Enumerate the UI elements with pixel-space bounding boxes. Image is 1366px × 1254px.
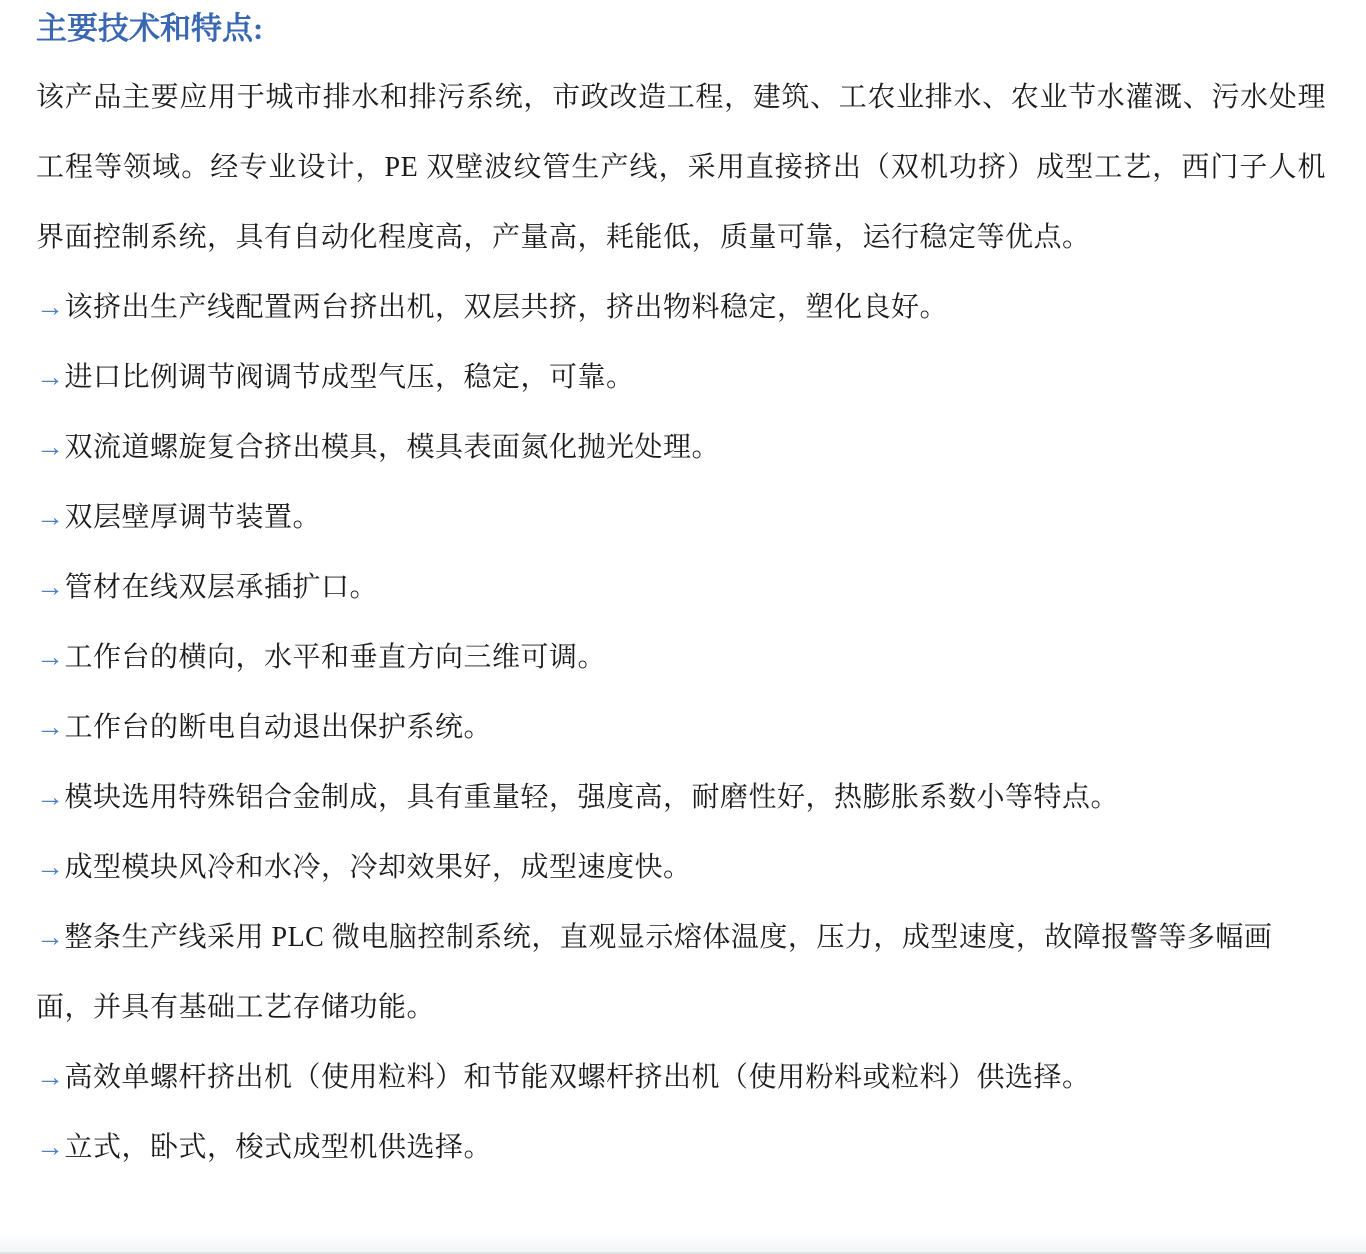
arrow-bullet-icon: → bbox=[36, 711, 65, 743]
feature-text: 工作台的横向，水平和垂直方向三维可调。 bbox=[64, 641, 607, 673]
arrow-bullet-icon: → bbox=[36, 1061, 65, 1093]
feature-item bbox=[36, 1043, 1326, 1113]
page-bottom-edge bbox=[0, 1234, 1366, 1254]
arrow-bullet-icon: → bbox=[36, 361, 65, 393]
arrow-bullet-icon: → bbox=[36, 921, 65, 953]
arrow-bullet-icon: → bbox=[36, 641, 65, 673]
feature-text: 高效单螺杆挤出机（使用粒料）和节能双螺杆挤出机（使用粉料或粒料）供选择。 bbox=[64, 1061, 1091, 1093]
feature-item bbox=[36, 483, 1326, 553]
feature-item bbox=[36, 693, 1326, 763]
feature-item bbox=[36, 273, 1326, 343]
arrow-bullet-icon: → bbox=[36, 431, 65, 463]
feature-item bbox=[36, 553, 1326, 623]
arrow-bullet-icon: → bbox=[36, 291, 65, 323]
feature-text: 立式，卧式，梭式成型机供选择。 bbox=[64, 1131, 493, 1163]
feature-text: 整条生产线采用 PLC 微电脑控制系统，直观显示熔体温度，压力，成型速度，故障报警等多幅画面，并具有基础工艺存储功能。 bbox=[36, 921, 1273, 1023]
feature-text: 管材在线双层承插扩口。 bbox=[64, 571, 379, 603]
arrow-bullet-icon: → bbox=[36, 781, 65, 813]
intro-paragraph: 该产品主要应用于城市排水和排污系统，市政改造工程，建筑、工农业排水、农业节水灌溉、污水处理工程等领域。经专业设计，PE 双壁波纹管生产线，采用直接挤出（双机功挤）成型工艺，西门子人机界面控制系统，具有自动化程度高，产量高，耗能低，质量可靠，运行稳定等优点。 bbox=[36, 81, 1326, 253]
feature-item bbox=[36, 833, 1326, 903]
arrow-bullet-icon: → bbox=[36, 1131, 65, 1163]
feature-text: 成型模块风冷和水冷，冷却效果好，成型速度快。 bbox=[64, 851, 692, 883]
feature-item bbox=[36, 763, 1326, 833]
feature-text: 该挤出生产线配置两台挤出机，双层共挤，挤出物料稳定，塑化良好。 bbox=[64, 291, 949, 323]
feature-item bbox=[36, 1113, 1326, 1183]
feature-text: 工作台的断电自动退出保护系统。 bbox=[64, 711, 493, 743]
feature-item bbox=[36, 623, 1326, 693]
feature-text: 双层壁厚调节装置。 bbox=[64, 501, 322, 533]
feature-text: 双流道螺旋复合挤出模具，模具表面氮化抛光处理。 bbox=[64, 431, 721, 463]
feature-item bbox=[36, 413, 1326, 483]
feature-text: 模块选用特殊铝合金制成，具有重量轻，强度高，耐磨性好，热膨胀系数小等特点。 bbox=[64, 781, 1120, 813]
feature-text: 进口比例调节阀调节成型气压，稳定，可靠。 bbox=[64, 361, 635, 393]
section-heading: 主要技术和特点: bbox=[36, 11, 264, 46]
arrow-bullet-icon: → bbox=[36, 851, 65, 883]
feature-item bbox=[36, 903, 1326, 1043]
arrow-bullet-icon: → bbox=[36, 571, 65, 603]
feature-item bbox=[36, 343, 1326, 413]
arrow-bullet-icon: → bbox=[36, 501, 65, 533]
feature-list bbox=[36, 273, 1326, 1183]
